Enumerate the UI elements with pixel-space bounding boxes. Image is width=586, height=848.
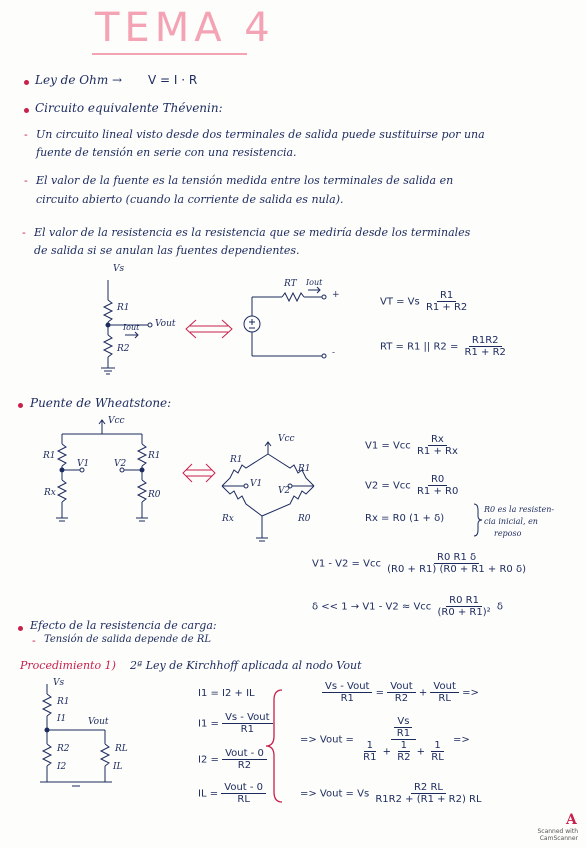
- frac-num: Vs - Vout: [322, 681, 372, 693]
- eq-lhs: V1 - V2 = Vcc: [312, 558, 381, 570]
- frac-num: Vs - Vout: [222, 712, 272, 724]
- scanner-line2: CamScanner: [539, 835, 578, 842]
- label-minus: -: [332, 348, 336, 358]
- wb-label-v1-diamond: V1: [250, 479, 263, 489]
- dash-mark: -: [22, 226, 26, 239]
- eq-lhs: I2 =: [198, 754, 219, 766]
- frac-den: RL: [438, 693, 451, 704]
- eq-tail: δ: [496, 601, 503, 613]
- frac-den: (R0 + R1)²: [437, 607, 491, 618]
- wb-label-rx-diamond: Rx: [222, 514, 234, 524]
- thevenin-p2a: El valor de la fuente es la tensión medida entre los terminales de salida en: [36, 174, 454, 187]
- frac-num: R1R2: [469, 335, 502, 347]
- load-label-i1: I1: [57, 714, 67, 724]
- wb-label-v2-diamond: V2: [278, 486, 291, 496]
- frac-den: R2: [394, 693, 409, 704]
- ohm-label: Ley de Ohm →: [35, 73, 123, 87]
- label-iout: Iout: [123, 323, 140, 332]
- frac-num: Vout: [430, 681, 458, 693]
- frac-den: RL: [431, 752, 444, 763]
- thevenin-p1a: Un circuito lineal visto desde dos terminales de salida puede sustituirse por una: [36, 128, 485, 141]
- wb-label-vcc-diamond: Vcc: [278, 434, 295, 444]
- label-plus: +: [332, 290, 340, 300]
- load-label-vs: Vs: [53, 678, 65, 688]
- load-label-i2: I2: [57, 762, 67, 772]
- eq-lhs: => Vout =: [300, 734, 354, 746]
- frac-den: R1 + R2: [464, 347, 506, 358]
- frac-num: R1: [437, 290, 456, 302]
- scanner-line1: Scanned with: [537, 828, 578, 835]
- page-title: TEMA 4: [95, 5, 275, 51]
- load-label-rl: RL: [115, 744, 128, 754]
- frac-num: 1: [364, 740, 376, 752]
- thevenin-p3a: El valor de la resistencia es la resistencia que se mediría desde los terminales: [34, 226, 471, 239]
- wheatstone-note-c: reposo: [494, 529, 522, 538]
- frac-num: Rx: [428, 434, 447, 446]
- eq-lhs: RT = R1 || R2 =: [380, 341, 459, 353]
- frac-den: R1: [340, 693, 354, 704]
- procedure-label: Procedimiento 1): [20, 659, 116, 672]
- wb-label-r0: R0: [148, 490, 161, 500]
- label-vs: Vs: [113, 264, 125, 274]
- thevenin-p3b: de salida si se anulan las fuentes dependientes.: [34, 244, 300, 257]
- load-label-vout: Vout: [88, 717, 109, 727]
- scanner-watermark: [537, 828, 578, 842]
- eq-lhs: V1 = Vcc: [365, 440, 411, 452]
- frac-den: R1 + R0: [416, 486, 459, 497]
- label-iout2: Iout: [306, 278, 323, 287]
- page-mark: A: [566, 812, 577, 828]
- label-rt: RT: [284, 279, 297, 289]
- frac-den: R1: [363, 752, 377, 763]
- dash-mark: -: [32, 634, 36, 647]
- wb-label-vcc: Vcc: [108, 416, 125, 426]
- dash-mark: -: [24, 128, 28, 141]
- frac-num: R0 R1 δ: [434, 552, 479, 564]
- load-eq-kcl: I1 = I2 + IL: [198, 688, 255, 699]
- arrow: =>: [452, 734, 470, 746]
- wb-label-rx: Rx: [44, 488, 56, 498]
- frac-num: R0: [428, 474, 447, 486]
- procedure-text: 2ª Ley de Kirchhoff aplicada al nodo Vout: [130, 659, 362, 672]
- frac-num: R0 R1: [446, 595, 482, 607]
- eq-lhs: δ << 1 → V1 - V2 ≈ Vcc: [312, 601, 432, 613]
- wb-label-v1: V1: [77, 459, 90, 469]
- frac-den: (R0 + R1) (R0 + R1 + R0 δ): [387, 564, 526, 575]
- frac-num: 1: [431, 740, 443, 752]
- wheatstone-note-b: cia inicial, en: [484, 517, 538, 526]
- frac-den: R2: [397, 752, 411, 763]
- wb-label-r1-right: R1: [148, 451, 161, 461]
- frac-num: Vs: [394, 716, 412, 728]
- wb-label-r1-diamond-right: R1: [298, 464, 311, 474]
- eq-lhs: I1 =: [198, 718, 219, 730]
- wb-label-v2: V2: [114, 459, 127, 469]
- carga-heading: Efecto de la resistencia de carga:: [30, 619, 217, 632]
- frac-num: Vout: [387, 681, 415, 693]
- wb-label-r1: R1: [43, 451, 56, 461]
- frac-den: R1 + Rx: [416, 446, 458, 457]
- frac-den: R2: [237, 760, 252, 771]
- eq-lhs: VT = Vs: [380, 296, 420, 308]
- load-eq-il: [198, 782, 266, 805]
- arrow: =>: [462, 687, 479, 699]
- ohm-formula: V = I · R: [148, 73, 198, 87]
- load-eq-i1: [198, 712, 273, 735]
- eq-lhs: => Vout = Vs: [300, 788, 370, 800]
- load-result-1: $\frac{\text{Vs - Vout}}{R1}$ = $\frac{\text{Vout}}{R2}$ + $\frac{\text{Vout}}{RL}$ =>: [322, 681, 479, 704]
- frac-den: R1R2 + (R1 + R2) RL: [375, 794, 482, 805]
- wb-label-r0-diamond: R0: [298, 514, 311, 524]
- frac-den: R1: [240, 724, 254, 735]
- frac-num: 1: [398, 740, 410, 752]
- wheatstone-note-a: R0 es la resisten-: [484, 505, 555, 514]
- frac-num: R2 RL: [411, 782, 446, 794]
- load-eq-i2: [198, 748, 267, 771]
- thevenin-heading: Circuito equivalente Thévenin:: [35, 101, 223, 115]
- thevenin-p1b: fuente de tensión en serie con una resistencia.: [36, 146, 297, 159]
- frac-num: Vout - 0: [221, 782, 266, 794]
- carga-sub: Tensión de salida depende de RL: [44, 634, 211, 645]
- load-result-2: => Vout = $\frac{Vs}{R1}$ $\frac{1}{R1}$ + $\frac{1}{R2}$ + $\frac{1}{RL}$ =>: [300, 716, 470, 763]
- wheatstone-heading: Puente de Wheatstone:: [30, 396, 172, 410]
- wb-label-r1-diamond: R1: [230, 455, 243, 465]
- label-r2: R2: [117, 344, 130, 354]
- load-result-3: [300, 782, 485, 805]
- label-vout: Vout: [155, 319, 176, 329]
- frac-den: R1: [396, 728, 411, 739]
- load-label-il: IL: [113, 762, 123, 772]
- eq-lhs: V2 = Vcc: [365, 480, 411, 492]
- wheatstone-eq-rx: Rx = R0 (1 + δ): [365, 513, 445, 524]
- eq-lhs: IL =: [198, 788, 219, 800]
- thevenin-p2b: circuito abierto (cuando la corriente de salida es nula).: [36, 193, 344, 206]
- label-r1: R1: [117, 303, 130, 313]
- frac-num: Vout - 0: [222, 748, 267, 760]
- dash-mark: -: [24, 174, 28, 187]
- frac-den: R1 + R2: [425, 302, 468, 313]
- load-label-r2: R2: [57, 744, 70, 754]
- load-label-r1: R1: [57, 697, 70, 707]
- frac-den: RL: [237, 794, 250, 805]
